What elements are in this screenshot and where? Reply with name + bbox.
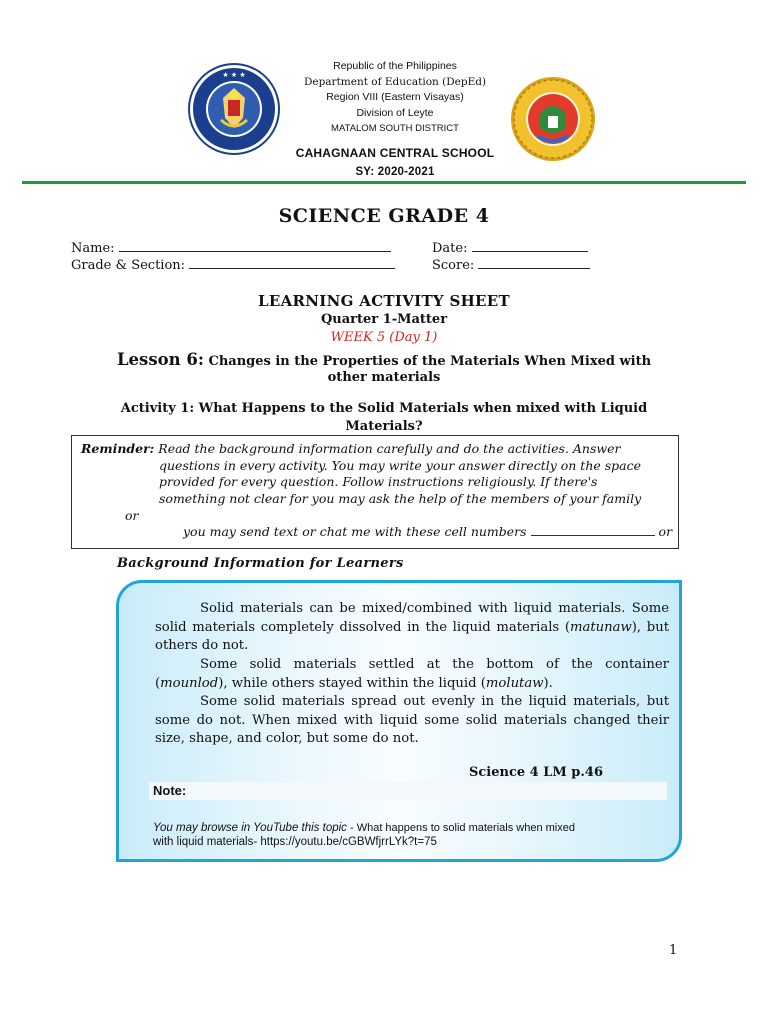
reminder-or: or (658, 524, 673, 539)
reminder-label: Reminder: (81, 441, 155, 456)
text: ), while others stayed within the liquid ( (218, 675, 486, 691)
name-blank[interactable] (119, 240, 391, 252)
text: molutaw (485, 675, 544, 691)
reminder-contact-line (183, 524, 672, 541)
text: matunaw (569, 619, 632, 635)
reminder-line: provided for every question. Follow instructions religiously. If there's (159, 474, 598, 489)
reminder-line: something not clear for you may ask the help of the members of your family (159, 491, 642, 506)
date-label: Date: (432, 241, 468, 256)
note-label: Note: (153, 783, 187, 798)
week-label: WEEK 5 (Day 1) (330, 330, 438, 345)
header-line: Region VIII (Eastern Visayas) (326, 91, 464, 103)
note-bar (149, 782, 667, 800)
header-line: MATALOM SOUTH DISTRICT (331, 123, 459, 134)
quarter-label: Quarter 1-Matter (320, 312, 448, 327)
background-info-box (116, 580, 682, 862)
header-line: Department of Education (DepEd) (303, 75, 487, 88)
lesson-title-line2: other materials (327, 370, 441, 385)
grade-section-blank[interactable] (189, 257, 395, 269)
background-heading: Background Information for Learners (117, 556, 404, 571)
svg-text:★ ★ ★: ★ ★ ★ (222, 71, 246, 79)
reminder-line: Read the background information carefully and do the activities. Answer (158, 441, 621, 456)
score-field (432, 257, 590, 273)
background-paragraph-3: Some solid materials spread out evenly in the liquid materials, but some do not. When mixed with liquid some solid materials changed their size, shape, and color, but some do not. (155, 694, 669, 746)
lesson-heading (0, 350, 768, 369)
browse-topic: - What happens to solid materials when mixed (346, 822, 575, 834)
school-year: SY: 2020-2021 (355, 165, 435, 178)
header-block (250, 59, 540, 178)
header-line: Republic of the Philippines (333, 60, 457, 72)
date-blank[interactable] (472, 240, 588, 252)
source-citation: Science 4 LM p.46 (469, 765, 604, 780)
youtube-link[interactable]: with liquid materials- https://youtu.be/cGBWfjrrLYk?t=75 (153, 836, 437, 848)
page-title: SCIENCE GRADE 4 (278, 205, 490, 227)
grade-section-label: Grade & Section: (71, 258, 186, 273)
cell-number-blank[interactable] (531, 524, 655, 536)
name-field (71, 240, 391, 256)
reminder-line: questions in every activity. You may write your answer directly on the space (159, 458, 642, 473)
score-blank[interactable] (478, 257, 590, 269)
score-label: Score: (432, 258, 475, 273)
school-name: CAHAGNAAN CENTRAL SCHOOL (295, 145, 495, 160)
text: ). (543, 675, 553, 691)
activity-title-line2: Materials? (345, 419, 423, 434)
reminder-line: you may send text or chat me with these cell numbers (183, 524, 527, 539)
page-number: 1 (669, 943, 678, 958)
text: mounlod (160, 675, 219, 691)
lesson-number: Lesson 6: (116, 350, 204, 369)
name-label: Name: (71, 241, 115, 256)
text: ), but others do not. (155, 619, 669, 653)
header-line: Division of Leyte (356, 106, 434, 119)
reminder-or: or (125, 508, 139, 523)
grade-section-field (71, 257, 395, 273)
background-paragraph-1 (155, 600, 669, 656)
header-divider (22, 181, 746, 184)
text: Solid materials can be mixed/combined with liquid materials. Some solid materials completely dissolved in the liquid materials ( (155, 601, 669, 635)
activity-title-line1: Activity 1: What Happens to the Solid Materials when mixed with Liquid (120, 401, 648, 416)
youtube-note (153, 820, 673, 834)
browse-text: You may browse in YouTube this topic (153, 822, 347, 834)
date-field (432, 240, 588, 256)
reminder-box (71, 435, 679, 549)
text: Some solid materials settled at the bottom of the container ( (155, 657, 669, 691)
background-paragraph-2 (155, 656, 669, 693)
lesson-title-line1: Changes in the Properties of the Materials When Mixed with (208, 354, 652, 369)
las-title: LEARNING ACTIVITY SHEET (258, 292, 510, 310)
